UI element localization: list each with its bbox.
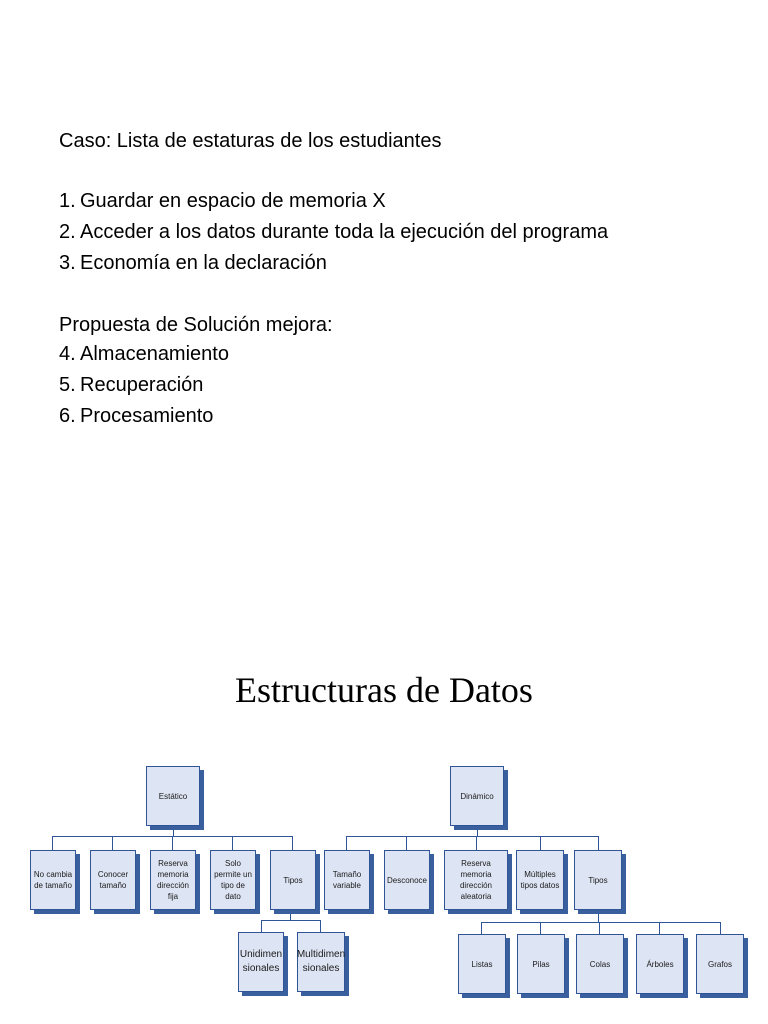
node-colas	[576, 934, 624, 994]
item-text: Almacenamiento	[80, 343, 229, 365]
node-label: Listas	[471, 959, 493, 969]
node-multiples-tipos	[516, 850, 564, 910]
node-solo-un-tipo	[210, 850, 256, 910]
node-label: Pilas	[532, 959, 550, 969]
connector	[476, 836, 477, 850]
node-label: Reserva memoria dirección aleatoria	[459, 859, 492, 901]
caso-heading: Caso: Lista de estaturas de los estudiantes	[59, 130, 442, 152]
node-label: Unidimen sionales	[239, 949, 283, 974]
node-label: Múltiples tipos datos	[520, 870, 560, 890]
node-multidimensionales	[297, 932, 345, 992]
node-label: Colas	[589, 959, 611, 969]
item-number: 1.	[59, 190, 76, 212]
connector	[540, 922, 541, 934]
node-listas	[458, 934, 506, 994]
connector	[599, 922, 600, 934]
node-unidimensionales	[238, 932, 284, 992]
item-number: 4.	[59, 343, 76, 365]
node-reserva-memoria-aleatoria	[444, 850, 508, 910]
connector	[406, 836, 407, 850]
item-number: 3.	[59, 252, 76, 274]
item-text: Guardar en espacio de memoria X	[80, 190, 386, 212]
connector	[112, 836, 113, 850]
connector	[540, 836, 541, 850]
node-desconoce	[384, 850, 430, 910]
node-conocer-tamano	[90, 850, 136, 910]
connector	[261, 920, 262, 932]
node-no-cambia-tamano	[30, 850, 76, 910]
item-text: Acceder a los datos durante toda la ejecución del programa	[80, 221, 609, 243]
node-label: Desconoce	[386, 875, 428, 885]
connector	[290, 910, 291, 920]
connector	[173, 826, 174, 836]
connector	[320, 920, 321, 932]
item-number: 6.	[59, 405, 76, 427]
node-label: Grafos	[707, 959, 732, 969]
connector	[598, 836, 599, 850]
node-estatico	[146, 766, 200, 826]
item-number: 2.	[59, 221, 76, 243]
node-label: No cambia de tamaño	[33, 870, 73, 890]
connector	[346, 836, 598, 837]
node-label: Dinámico	[460, 791, 494, 801]
node-grafos	[696, 934, 744, 994]
connector	[659, 922, 660, 934]
item-text: Recuperación	[80, 374, 204, 396]
connector	[261, 920, 320, 921]
node-reserva-memoria-fija	[150, 850, 196, 910]
node-tipos-estatico	[270, 850, 316, 910]
item-number: 5.	[59, 374, 76, 396]
connector	[292, 836, 293, 850]
connector	[232, 836, 233, 850]
node-label: Tipos	[588, 875, 608, 885]
node-tamano-variable	[324, 850, 370, 910]
node-dinamico	[450, 766, 504, 826]
node-label: Estático	[158, 791, 188, 801]
connector	[346, 836, 347, 850]
connector	[477, 826, 478, 836]
node-label: Tamaño variable	[332, 870, 362, 890]
node-label: Tipos	[283, 875, 303, 885]
node-arboles	[636, 934, 684, 994]
connector	[481, 922, 482, 934]
node-label: Reserva memoria dirección fija	[156, 859, 189, 901]
node-pilas	[517, 934, 565, 994]
connector	[481, 922, 720, 923]
connector	[52, 836, 53, 850]
node-label: Multidimen sionales	[296, 949, 346, 974]
node-label: Conocer tamaño	[97, 870, 129, 890]
slide-title: Estructuras de Datos	[235, 670, 533, 710]
node-label: Árboles	[646, 959, 674, 969]
node-label: Solo permite un tipo de dato	[214, 859, 252, 901]
connector	[720, 922, 721, 934]
item-text: Economía en la declaración	[80, 252, 327, 274]
item-text: Procesamiento	[80, 405, 214, 427]
node-tipos-dinamico	[574, 850, 622, 910]
connector	[598, 910, 599, 922]
connector	[172, 836, 173, 850]
propuesta-heading: Propuesta de Solución mejora:	[59, 314, 333, 336]
